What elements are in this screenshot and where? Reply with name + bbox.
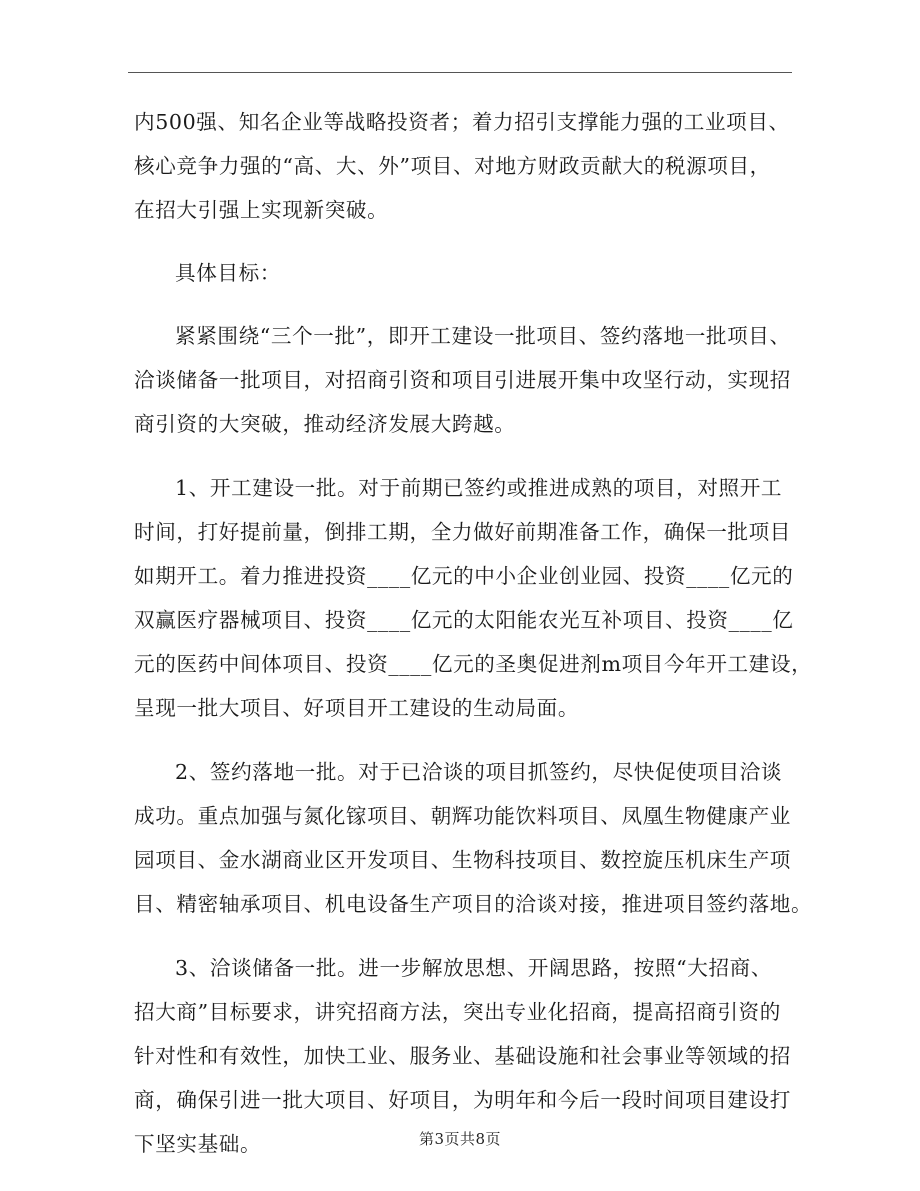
continuation-paragraph <box>134 100 798 232</box>
text-line: 针对性和有效性，加快工业、服务业、基础设施和社会事业等领域的招 <box>134 1044 792 1068</box>
text-line: 在招大引强上实现新突破。 <box>134 198 389 222</box>
text-line: 1、开工建设一批。对于前期已签约或推进成熟的项目，对照开工 <box>175 476 783 500</box>
item-1-paragraph <box>134 466 813 730</box>
header-rule <box>128 72 792 73</box>
text-line: 洽谈储备一批项目，对招商引资和项目引进展开集中攻坚行动，实现招 <box>134 368 792 392</box>
text-line: 如期开工。着力推进投资____亿元的中小企业创业园、投资____亿元的 <box>134 564 794 588</box>
text-line: 园项目、金水湖商业区开发项目、生物科技项目、数控旋压机床生产项 <box>134 848 792 872</box>
text-line: 内500强、知名企业等战略投资者；着力招引支撑能力强的工业项目、 <box>134 110 790 134</box>
text-line: 成功。重点加强与氮化镓项目、朝辉功能饮料项目、凤凰生物健康产业 <box>134 804 792 828</box>
text-line: 双赢医疗器械项目、投资____亿元的太阳能农光互补项目、投资____亿 <box>134 608 794 632</box>
text-line: 时间，打好提前量，倒排工期，全力做好前期准备工作，确保一批项目 <box>134 520 792 544</box>
page-number-footer: 第3页共8页 <box>418 1130 502 1148</box>
intro-paragraph <box>134 314 798 446</box>
text-line: 目、精密轴承项目、机电设备生产项目的洽谈对接，推进项目签约落地。 <box>134 892 813 916</box>
text-line: 元的医药中间体项目、投资____亿元的圣奥促进剂m项目今年开工建设， <box>134 652 813 676</box>
text-line: 2、签约落地一批。对于已洽谈的项目抓签约，尽快促使项目洽谈 <box>175 760 783 784</box>
text-line: 商，确保引进一批大项目、好项目，为明年和今后一段时间项目建设打 <box>134 1088 792 1112</box>
item-2-paragraph <box>134 750 813 926</box>
text-line: 3、洽谈储备一批。进一步解放思想、开阔思路，按照“大招商、 <box>175 956 773 980</box>
text-line: 紧紧围绕“三个一批”，即开工建设一批项目、签约落地一批项目、 <box>175 324 791 348</box>
text-line: 招大商”目标要求，讲究招商方法，突出专业化招商，提高招商引资的 <box>134 1000 781 1024</box>
text-line: 呈现一批大项目、好项目开工建设的生动局面。 <box>134 696 580 720</box>
text-line: 核心竞争力强的“高、大、外”项目、对地方财政贡献大的税源项目， <box>134 154 771 178</box>
text-line: 下坚实基础。 <box>134 1132 262 1156</box>
document-body <box>134 100 813 1166</box>
goals-heading: 具体目标： <box>175 261 281 285</box>
text-line: 商引资的大突破，推动经济发展大跨越。 <box>134 412 516 436</box>
